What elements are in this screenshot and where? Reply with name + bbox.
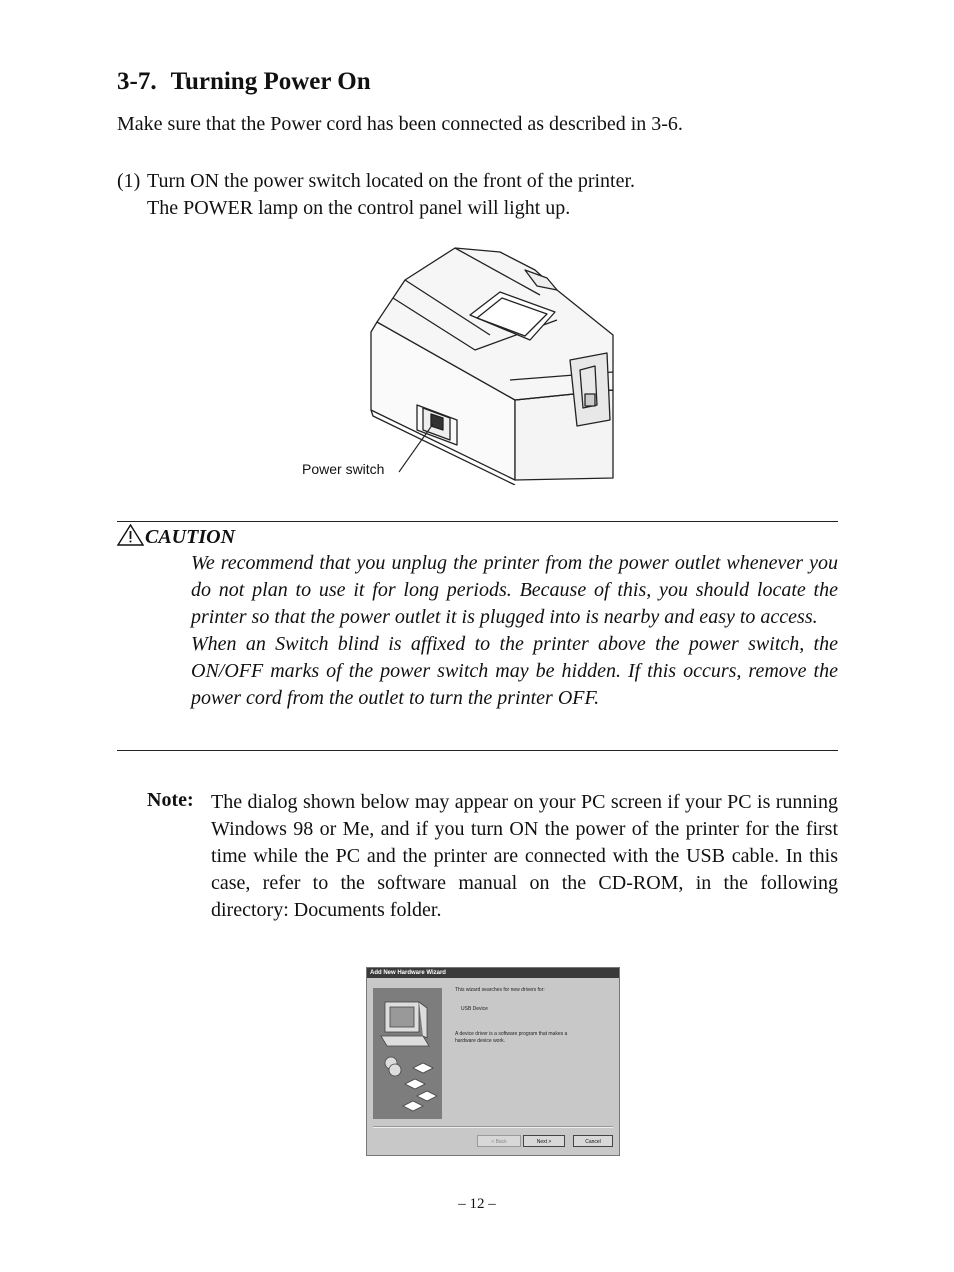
step-1 — [117, 168, 635, 222]
step-label: (1) — [117, 170, 141, 192]
power-switch-callout: Power switch — [302, 461, 385, 477]
printer-illustration — [295, 240, 625, 485]
note-text: The dialog shown below may appear on your PC screen if your PC is running Windows 98 or Me, and if you turn ON the power of the printer for the first time while the PC and the printer are connected with the USB cable. In this case, refer to the software manual on the CD-ROM, in the following directory: Documents folder. — [211, 791, 838, 921]
caution-bottom-rule — [117, 750, 838, 751]
caution-paragraph-1: We recommend that you unplug the printer from the power outlet whenever you do not plan to use it for long periods. Because of this, you should locate the printer so that the power outlet it is plugged into is nearby and easy to access. — [191, 552, 838, 628]
dialog-device: USB Device — [461, 1006, 488, 1012]
caution-top-rule — [117, 521, 838, 522]
warning-icon — [117, 524, 144, 546]
next-button: Next > — [523, 1135, 565, 1147]
caution-paragraph-2: When an Switch blind is affixed to the printer above the power switch, the ON/OFF marks of the power switch may be hidden. If this occurs, remove the power cord from the outlet to turn the printer OFF. — [191, 633, 838, 709]
dialog-line-1: This wizard searches for new drivers for: — [455, 987, 545, 993]
wizard-dialog-screenshot — [366, 967, 620, 1156]
dialog-line-3: hardware device work. — [455, 1038, 506, 1044]
page-number: – 12 – — [458, 1196, 496, 1212]
caution-title: CAUTION — [145, 526, 236, 548]
section-title: Turning Power On — [170, 68, 371, 95]
step-line-1: Turn ON the power switch located on the front of the printer. — [147, 170, 636, 192]
back-button: < Back — [477, 1135, 521, 1147]
dialog-separator — [373, 1126, 613, 1128]
dialog-title: Add New Hardware Wizard — [367, 968, 619, 978]
caution-body — [191, 550, 838, 712]
section-number: 3-7. — [117, 68, 157, 95]
dialog-line-2: A device driver is a software program that makes a — [455, 1031, 568, 1037]
section-heading — [117, 68, 371, 96]
note-label: Note: — [147, 789, 194, 811]
intro-text: Make sure that the Power cord has been connected as described in 3-6. — [117, 113, 683, 135]
cancel-button: Cancel — [573, 1135, 613, 1147]
step-line-2: The POWER lamp on the control panel will light up. — [147, 197, 571, 219]
caution-heading — [117, 524, 235, 549]
computer-art-icon — [373, 988, 442, 1119]
